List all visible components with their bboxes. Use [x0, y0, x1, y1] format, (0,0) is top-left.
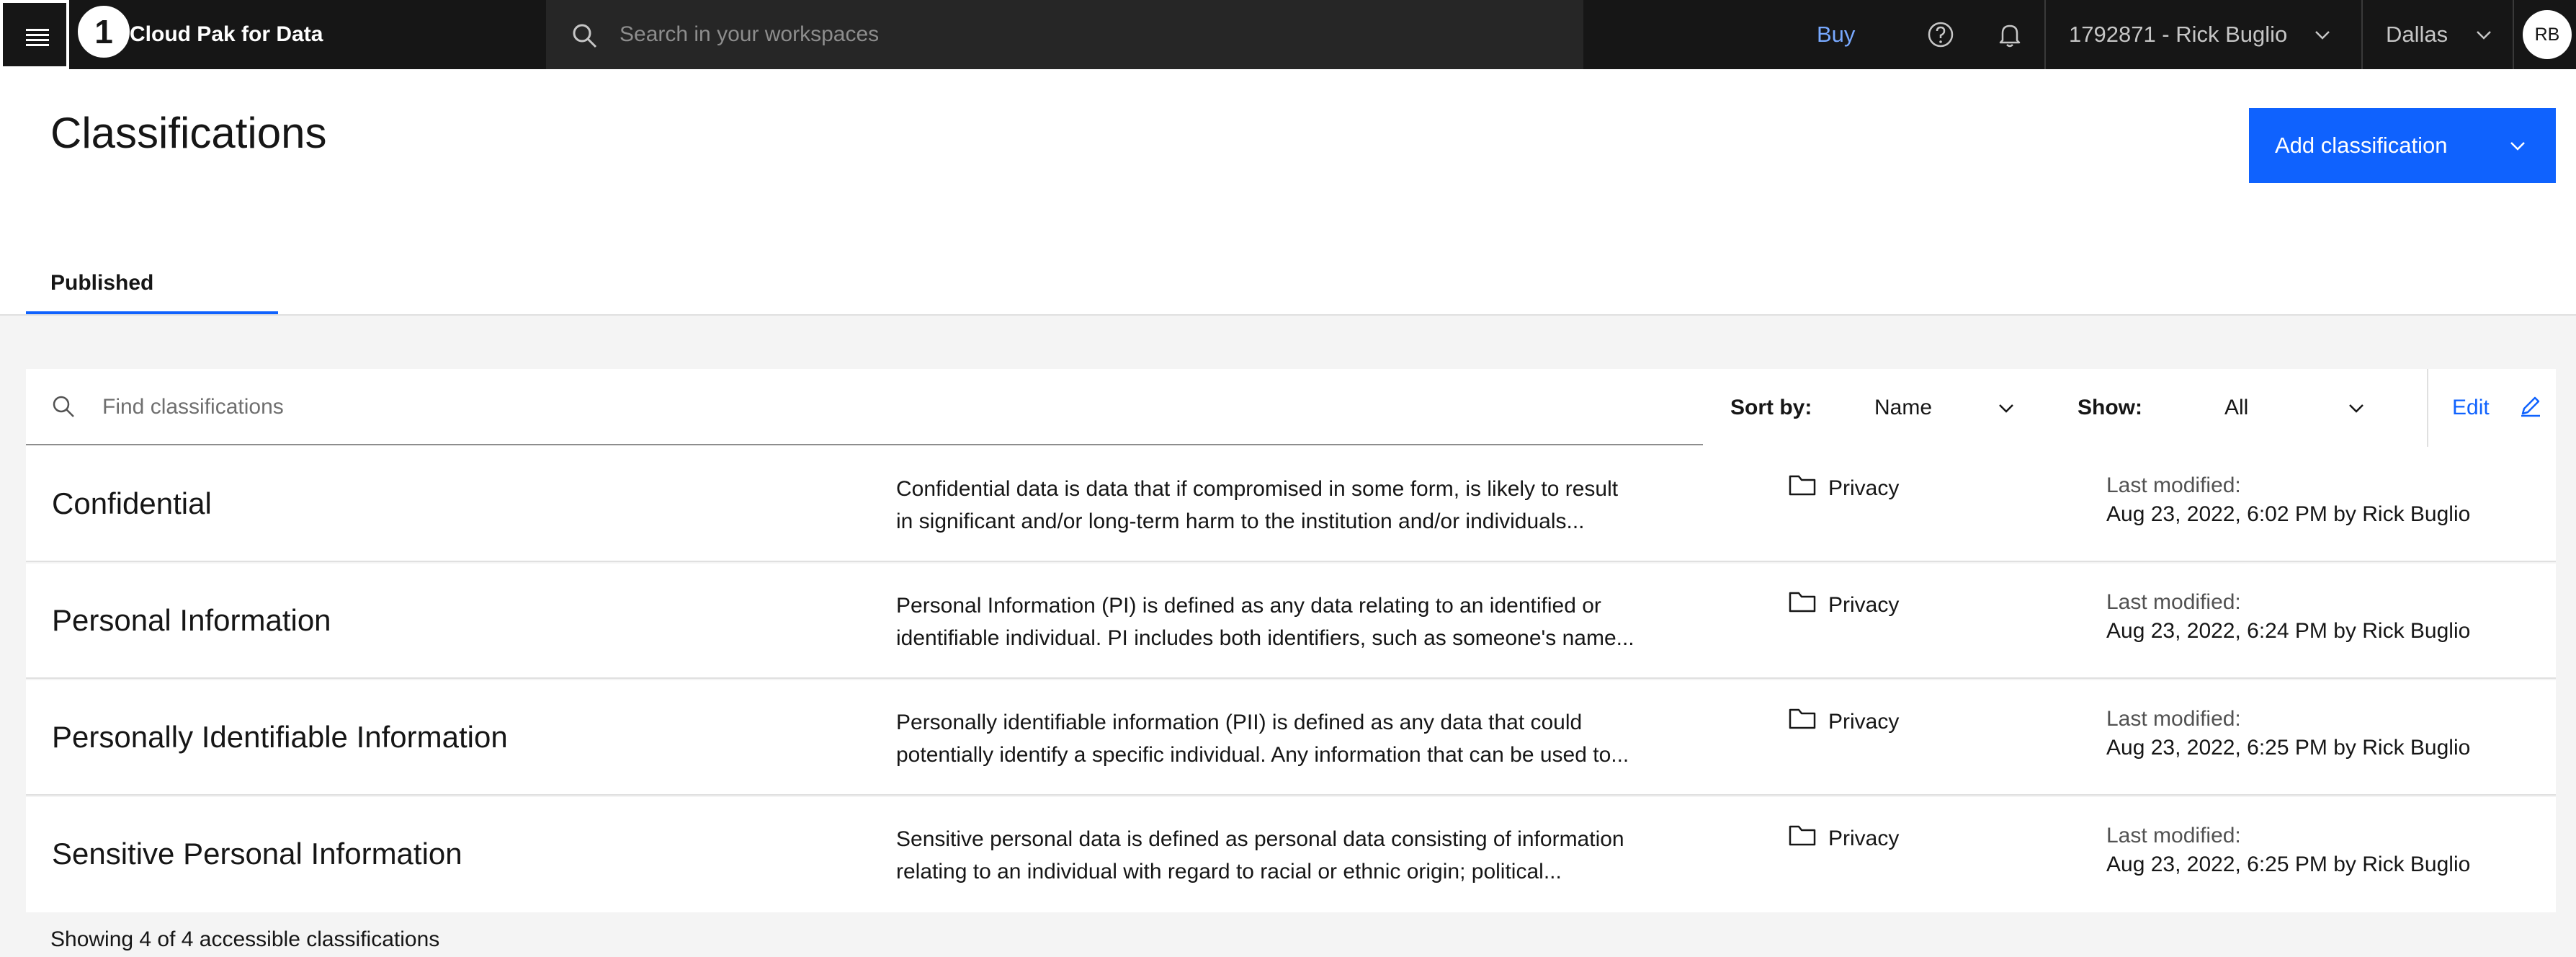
tab-label: Published [50, 271, 154, 295]
chevron-down-icon[interactable] [2475, 27, 2492, 42]
topbar-divider [2361, 0, 2363, 69]
classification-name[interactable]: Personal Information [52, 603, 331, 637]
description-line: Confidential data is data that if compromised in some form, is likely to result [896, 477, 1619, 501]
folder-icon [1788, 823, 1817, 847]
classification-category[interactable]: Privacy [1828, 593, 1900, 617]
classifications-toolbar [26, 369, 2556, 447]
chevron-down-icon [2347, 401, 2366, 415]
notification-bell-icon[interactable] [1995, 20, 2024, 49]
classification-category[interactable]: Privacy [1828, 476, 1900, 500]
table-row[interactable] [26, 447, 2556, 562]
global-search-input[interactable] [546, 0, 1583, 69]
search-icon [571, 22, 599, 50]
product-name[interactable]: Cloud Pak for Data [130, 22, 323, 46]
description-line: Personally identifiable information (PII) is defined as any data that could [896, 711, 1583, 734]
hamburger-menu-icon [26, 29, 49, 46]
page-title: Classifications [50, 109, 327, 157]
step-number-badge: 1 [75, 3, 133, 61]
classification-category[interactable]: Privacy [1828, 710, 1900, 734]
folder-icon [1788, 706, 1817, 731]
results-count: Showing 4 of 4 accessible classifications [50, 927, 440, 951]
description-line: Personal Information (PI) is defined as any data relating to an identified or [896, 594, 1601, 618]
classification-category[interactable]: Privacy [1828, 827, 1900, 850]
main-menu-button[interactable] [0, 0, 69, 69]
table-row[interactable] [26, 564, 2556, 679]
user-avatar[interactable]: RB [2523, 10, 2572, 59]
toolbar-divider [2427, 369, 2428, 447]
description-line: in significant and/or long-term harm to the institution and/or individuals... [896, 509, 1585, 533]
description-line: potentially identify a specific individual. Any information that can be used to... [896, 743, 1629, 767]
show-label: Show: [2078, 396, 2142, 419]
find-classifications-input[interactable] [26, 369, 1703, 445]
classification-name[interactable]: Sensitive Personal Information [52, 837, 462, 871]
last-modified-label: Last modified: [2106, 590, 2241, 614]
classification-description [896, 706, 1725, 771]
description-line: identifiable individual. PI includes both identifiers, such as someone's name... [896, 626, 1634, 650]
topbar-divider [2044, 0, 2046, 69]
last-modified-value: Aug 23, 2022, 6:25 PM by Rick Buglio [2106, 853, 2471, 876]
account-switcher[interactable]: 1792871 - Rick Buglio [2069, 22, 2288, 47]
classification-description [896, 823, 1725, 888]
classification-name[interactable]: Personally Identifiable Information [52, 720, 508, 754]
find-placeholder: Find classifications [102, 395, 284, 419]
top-navigation-bar [0, 0, 2576, 69]
chevron-down-icon [1997, 401, 2016, 415]
help-icon[interactable] [1926, 20, 1955, 49]
tab-published[interactable] [26, 259, 278, 314]
last-modified-label: Last modified: [2106, 707, 2241, 731]
edit-button[interactable]: Edit [2452, 396, 2490, 419]
description-line: Sensitive personal data is defined as personal data consisting of information [896, 827, 1624, 851]
folder-icon [1788, 473, 1817, 497]
last-modified-label: Last modified: [2106, 824, 2241, 847]
buy-link[interactable]: Buy [1817, 22, 1856, 47]
sort-by-label: Sort by: [1730, 396, 1812, 419]
edit-pencil-icon[interactable] [2518, 393, 2543, 418]
topbar-divider [2513, 0, 2514, 69]
region-switcher[interactable]: Dallas [2386, 22, 2448, 47]
classification-description [896, 473, 1725, 538]
classification-description [896, 589, 1725, 654]
last-modified-value: Aug 23, 2022, 6:24 PM by Rick Buglio [2106, 619, 2471, 643]
last-modified-value: Aug 23, 2022, 6:25 PM by Rick Buglio [2106, 736, 2471, 760]
classification-name[interactable]: Confidential [52, 486, 212, 520]
chevron-down-icon[interactable] [2314, 27, 2331, 42]
chevron-down-icon [2508, 138, 2527, 153]
last-modified-label: Last modified: [2106, 473, 2241, 497]
add-classification-button[interactable] [2249, 108, 2556, 183]
search-icon [50, 393, 76, 419]
table-row[interactable] [26, 797, 2556, 912]
table-row[interactable] [26, 680, 2556, 796]
folder-icon [1788, 589, 1817, 614]
sort-by-value: Name [1874, 396, 1933, 419]
description-line: relating to an individual with regard to racial or ethnic origin; political... [896, 860, 1562, 883]
global-search-placeholder: Search in your workspaces [620, 22, 880, 46]
add-classification-label: Add classification [2275, 133, 2448, 158]
last-modified-value: Aug 23, 2022, 6:02 PM by Rick Buglio [2106, 502, 2471, 526]
show-value: All [2224, 396, 2249, 419]
